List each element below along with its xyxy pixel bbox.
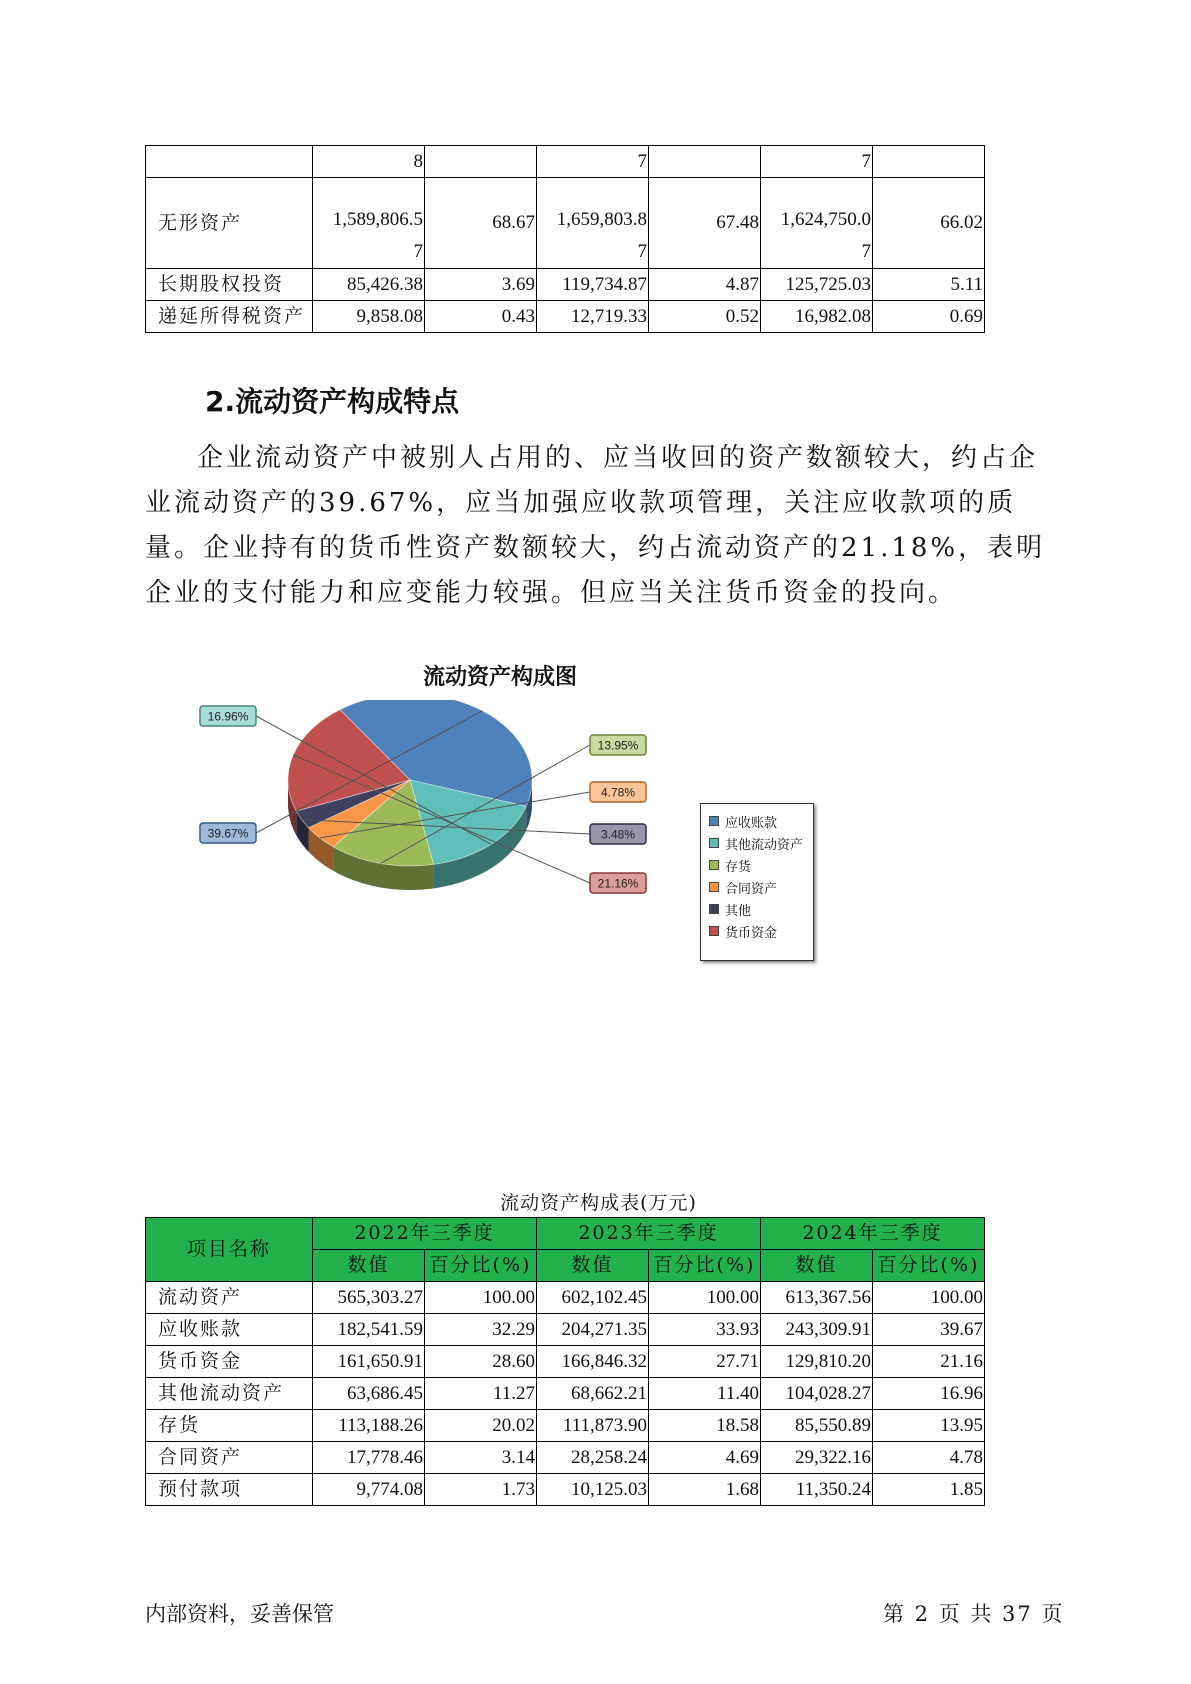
table-cell: 5.11: [873, 269, 985, 301]
cell-percent: 33.93: [649, 1314, 761, 1346]
legend-swatch: [709, 816, 719, 826]
table-row: [146, 1474, 985, 1506]
table-row: [146, 269, 985, 301]
legend-label: 货币资金: [725, 925, 778, 941]
cell-value: 85,550.89: [761, 1410, 873, 1442]
header-value: 数值: [537, 1250, 649, 1282]
cell-percent: 1.85: [873, 1474, 985, 1506]
row-label: 无形资产: [146, 178, 313, 269]
chart-legend: [700, 803, 814, 961]
body-paragraph: 企业流动资产中被别人占用的、应当收回的资产数额较大，约占企业流动资产的39.67%，应当加强应收款项管理，关注应收款项的质量。企业持有的货币性资产数额较大，约占流动资产的21.18%，表明企业的支付能力和应变能力较强。但应当关注货币资金的投向。: [145, 443, 1046, 608]
table-cell: 3.69: [425, 269, 537, 301]
cell-percent: 18.58: [649, 1410, 761, 1442]
legend-swatch: [709, 882, 719, 892]
header-value: 数值: [761, 1250, 873, 1282]
legend-label: 合同资产: [725, 881, 778, 897]
legend-swatch: [709, 904, 719, 914]
header-period: 2022年三季度: [313, 1218, 537, 1250]
header-value: 数值: [313, 1250, 425, 1282]
cell-percent: 16.96: [873, 1378, 985, 1410]
cell-value: 10,125.03: [537, 1474, 649, 1506]
cell-value: 17,778.46: [313, 1442, 425, 1474]
cell-value-line2: 7: [413, 241, 423, 262]
table-cell: 9,858.08: [313, 301, 425, 333]
table-cell: [146, 146, 313, 178]
row-label: 递延所得税资产: [146, 301, 313, 333]
cell-percent: 4.69: [649, 1442, 761, 1474]
cell-value: 243,309.91: [761, 1314, 873, 1346]
cell-value: 602,102.45: [537, 1282, 649, 1314]
table-cell: [873, 146, 985, 178]
table-cell: [761, 178, 873, 269]
current-assets-table: [145, 1217, 985, 1506]
footer-confidential: 内部资料，妥善保管: [145, 1602, 334, 1626]
table-cell: [313, 178, 425, 269]
row-label: 预付款项: [146, 1474, 313, 1506]
cell-value-line1: 1,659,803.8: [556, 209, 647, 230]
legend-swatch: [709, 860, 719, 870]
table-row: [146, 1442, 985, 1474]
section-heading: 2.流动资产构成特点: [205, 385, 460, 418]
table-cell: 16,982.08: [761, 301, 873, 333]
cell-percent: 13.95: [873, 1410, 985, 1442]
row-label: 合同资产: [146, 1442, 313, 1474]
cell-value: 63,686.45: [313, 1378, 425, 1410]
cell-value: 113,188.26: [313, 1410, 425, 1442]
cell-value: 166,846.32: [537, 1346, 649, 1378]
table-row: [146, 178, 985, 269]
legend-label: 存货: [725, 859, 752, 875]
table-cell: 7: [537, 146, 649, 178]
table-cell: 4.87: [649, 269, 761, 301]
cell-value-line2: 7: [637, 241, 647, 262]
data-label: 4.78%: [600, 785, 636, 800]
table-row: [146, 1282, 985, 1314]
table-row: [146, 301, 985, 333]
table-cell: [425, 146, 537, 178]
table-cell: 85,426.38: [313, 269, 425, 301]
table-row: [146, 1378, 985, 1410]
row-label: 货币资金: [146, 1346, 313, 1378]
header-percent: 百分比(%): [649, 1250, 761, 1282]
table-cell: 67.48: [649, 178, 761, 269]
data-label: 39.67%: [207, 826, 249, 841]
legend-item: [701, 876, 813, 898]
table-cell: [649, 146, 761, 178]
row-label: 存货: [146, 1410, 313, 1442]
cell-value-line1: 1,624,750.0: [780, 209, 871, 230]
cell-value: 613,367.56: [761, 1282, 873, 1314]
data-label: 3.48%: [600, 827, 636, 842]
legend-label: 其他: [725, 903, 752, 919]
row-label: 流动资产: [146, 1282, 313, 1314]
legend-item: [701, 920, 813, 942]
table-cell: 119,734.87: [537, 269, 649, 301]
legend-item: [701, 854, 813, 876]
asset-table-continued: [145, 145, 985, 333]
cell-percent: 21.16: [873, 1346, 985, 1378]
row-label: 应收账款: [146, 1314, 313, 1346]
table-cell: 8: [313, 146, 425, 178]
header-percent: 百分比(%): [425, 1250, 537, 1282]
data-label: 13.95%: [597, 738, 639, 753]
header-period: 2024年三季度: [761, 1218, 985, 1250]
cell-percent: 11.27: [425, 1378, 537, 1410]
table-row: [146, 1314, 985, 1346]
legend-label: 其他流动资产: [725, 837, 804, 853]
legend-item: [701, 898, 813, 920]
row-label: 长期股权投资: [146, 269, 313, 301]
cell-value: 11,350.24: [761, 1474, 873, 1506]
cell-value-line2: 7: [861, 241, 871, 262]
header-percent: 百分比(%): [873, 1250, 985, 1282]
table-header-row: [146, 1218, 985, 1250]
pie-chart: [0, 700, 1191, 1030]
cell-value: 28,258.24: [537, 1442, 649, 1474]
cell-percent: 100.00: [425, 1282, 537, 1314]
cell-percent: 39.67: [873, 1314, 985, 1346]
table-cell: 7: [761, 146, 873, 178]
cell-percent: 32.29: [425, 1314, 537, 1346]
cell-percent: 3.14: [425, 1442, 537, 1474]
cell-value: 161,650.91: [313, 1346, 425, 1378]
header-period: 2023年三季度: [537, 1218, 761, 1250]
cell-percent: 28.60: [425, 1346, 537, 1378]
table-cell: 0.52: [649, 301, 761, 333]
chart-title: 流动资产构成图: [422, 665, 577, 690]
table-cell: 68.67: [425, 178, 537, 269]
cell-value: 104,028.27: [761, 1378, 873, 1410]
cell-value: 129,810.20: [761, 1346, 873, 1378]
table-row: [146, 1410, 985, 1442]
legend-swatch: [709, 838, 719, 848]
data-label: 21.16%: [597, 876, 639, 891]
table-cell: 66.02: [873, 178, 985, 269]
cell-value: 9,774.08: [313, 1474, 425, 1506]
cell-percent: 4.78: [873, 1442, 985, 1474]
cell-value: 204,271.35: [537, 1314, 649, 1346]
table-cell: 12,719.33: [537, 301, 649, 333]
legend-item: [701, 832, 813, 854]
legend-label: 应收账款: [725, 815, 778, 831]
cell-value: 565,303.27: [313, 1282, 425, 1314]
cell-percent: 1.68: [649, 1474, 761, 1506]
header-item-name: 项目名称: [146, 1218, 313, 1282]
table-caption: 流动资产构成表(万元): [500, 1192, 697, 1214]
table-row: [146, 146, 985, 178]
cell-percent: 100.00: [649, 1282, 761, 1314]
table-cell: 0.43: [425, 301, 537, 333]
cell-percent: 100.00: [873, 1282, 985, 1314]
cell-value: 111,873.90: [537, 1410, 649, 1442]
cell-value: 29,322.16: [761, 1442, 873, 1474]
legend-swatch: [709, 926, 719, 936]
cell-value: 68,662.21: [537, 1378, 649, 1410]
table-row: [146, 1346, 985, 1378]
table-cell: 0.69: [873, 301, 985, 333]
page-number: 第 2 页 共 37 页: [883, 1602, 1065, 1626]
cell-value-line1: 1,589,806.5: [332, 209, 423, 230]
cell-value: 182,541.59: [313, 1314, 425, 1346]
table-cell: [537, 178, 649, 269]
cell-percent: 1.73: [425, 1474, 537, 1506]
legend-item: [701, 810, 813, 832]
cell-percent: 27.71: [649, 1346, 761, 1378]
cell-percent: 20.02: [425, 1410, 537, 1442]
cell-percent: 11.40: [649, 1378, 761, 1410]
table-cell: 125,725.03: [761, 269, 873, 301]
row-label: 其他流动资产: [146, 1378, 313, 1410]
data-label: 16.96%: [207, 709, 249, 724]
